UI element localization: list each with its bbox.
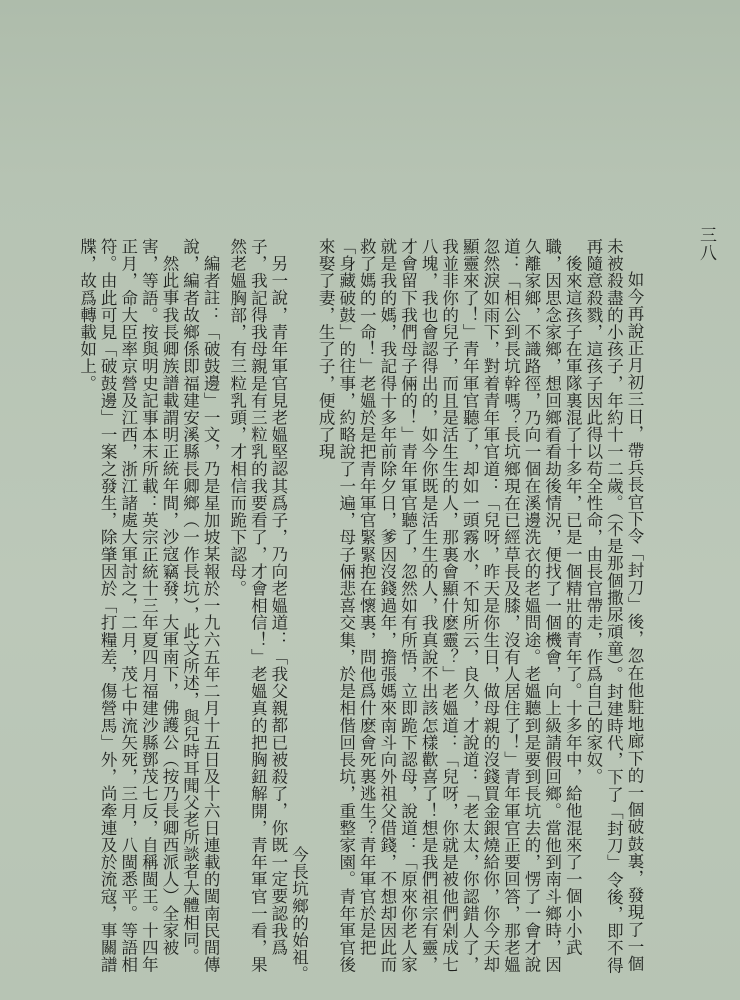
paragraph-3: 另一說，青年軍官見老媼堅認其爲子，乃向老媼道：「我父親都已被殺了，你既一定要認我爲子，我記得我母親是有三粒乳的我要看了，才會相信！」老媼真的把胸鈕解開，青年軍官一看，果然老媼胸部，有三粒乳頭，才相信而跪下認母。 bbox=[227, 238, 288, 974]
page-number: 三八 bbox=[696, 226, 716, 262]
paragraph-1: 如今再說正月初三日，帶兵長官下令「封刀」後，忽在他駐地廊下的一個破鼓裏，發現了一個未被殺盡的小孩子，年約十一二歲。（不是那個撒尿頑童）。封建時代，下了「封刀」令後，即不得再隨意殺戮，這孩子因此得以苟全性命，由長官帶走，作爲自己的家奴。 bbox=[583, 238, 644, 974]
paragraph-2: 後來這孩子在軍隊裏混了十多年，已是一個精壯的青年了。十多年中，給他混來了一個小小武職，因思念家鄉，想回鄉看看劫後情況，便找了一個機會，向上級請假回鄉。當他到南斗鄉時，因久離家鄉，不識路徑，乃向一個在溪邊洗衣的老媼問途。老媼聽到是要到長坑去的，愣了一會才說道：「相公到長坑幹嗎？長坑鄉現在已經草長及膝，沒有人居住了！」青年軍官正要回答，那老媼忽然淚如雨下，對着青年軍官道：「兒呀，昨天是你生日，做母親的沒錢買金銀燒給你，你今天却顯靈來了！」青年軍官聽了，却如一頭霧水，不知所云，良久，才說道：「老太太，你認錯人了，我並非你的兒子，而且是活生生的人，那裏會顯什麽靈？」老媼道：「兒呀，你就是被他們剁成七八塊，我也會認得出的，如今你既是活生生的人，我真說不出該怎樣歡喜了！想是我們祖宗有靈，才會留下我們母子倆的！」青年軍官聽了，忽然如有所悟，立即跪下認母，說道：「原來你老人家就是我的媽，我記得十多年前除夕日，爹因沒錢過年，擔張媽來南斗向外祖父借錢，不想却因此而救了媽的一命！」老媼於是把青年軍官緊緊抱在懷裏，問他爲什麽會死裏逃生？青年軍官於是把「身藏破鼓」的往事，約略說了一遍，母子倆悲喜交集，於是相偕回長坑，重整家園。青年軍官後來娶了妻，生了子，便成了現 bbox=[316, 238, 583, 974]
editor-note-2: 然此事我長卿族譜載謂明正統年間，沙寇竊發，大軍南下，佛護公（按乃長卿西派人）全家被害，等語。按與明史記事本末所載：英宗正統十三年夏四月福建沙縣鄧茂七反，自稱閩王。十四年正月，命大臣率京營及江西，浙江諸處大軍討之，二月，茂七中流矢死，三月，八閩悉平。等語相符。由此可見「破鼓邊」一案之發生，除肇因於「打糧差，傷營馬」外，尚牽連及於流寇，事關譜牒，故爲轉載如上。 bbox=[77, 238, 179, 974]
editor-note: 編者註：「破鼓邊」一文，乃是星加坡某報於一九六五年二月十五日及十六日連載的閩南民間傳說，編者故鄉係即福建安溪縣長卿鄉（一作長坑），此文所述，與兒時耳聞父老所談者大體相同。 bbox=[180, 238, 221, 973]
paragraph-closing: 今長坑鄉的始祖。 bbox=[289, 846, 309, 983]
vertical-text-body bbox=[77, 238, 644, 983]
